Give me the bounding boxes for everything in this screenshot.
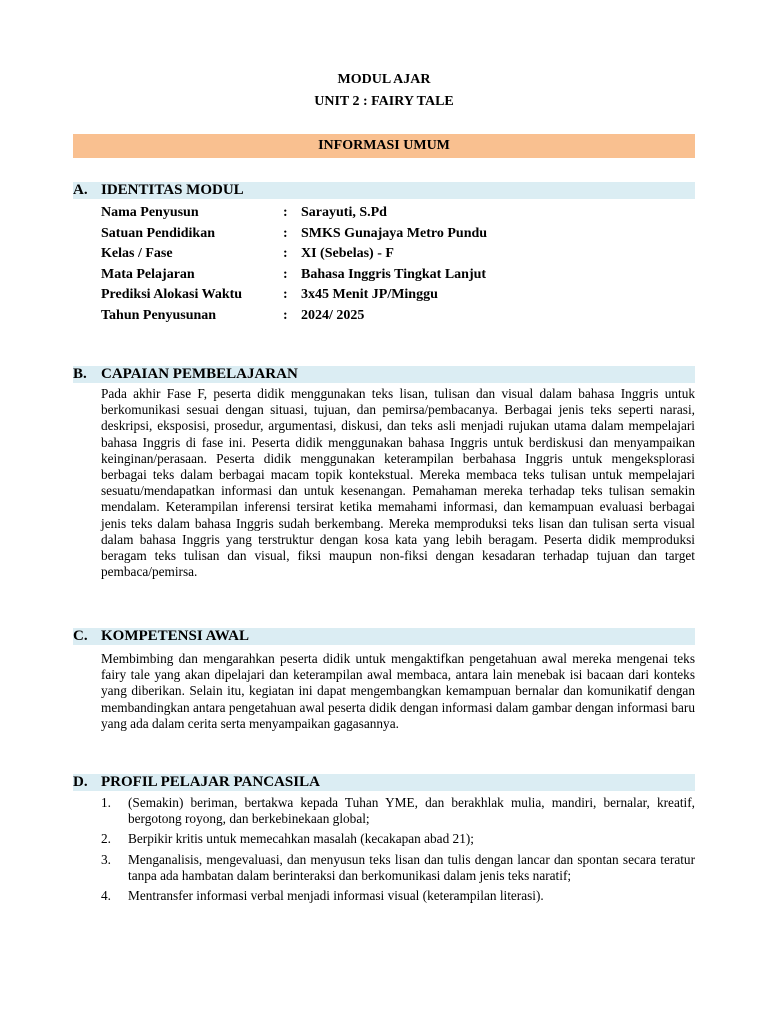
- list-item: [101, 852, 695, 884]
- kompetensi-paragraph: Membimbing dan mengarahkan peserta didik untuk mengaktifkan pengetahuan awal mereka mengenai teks fairy tale yang akan dipelajari dan keterampilan awal membaca, antara lain menebak isi bacaan dari konteks yang diberikan. Selain itu, kegiatan ini dapat mengembangkan kemampuan bernalar dan komunikatif dengan membandingkan antara pengetahuan awal peserta didik dengan informasi dalam gambar dengan informasi baru yang ada dalam cerita serta menyampaikan gagasannya.: [101, 651, 695, 731]
- identity-colon: :: [283, 246, 288, 262]
- identity-label: Prediksi Alokasi Waktu: [101, 287, 243, 303]
- list-text: Mentransfer informasi verbal menjadi informasi visual (keterampilan literasi).: [128, 888, 544, 904]
- list-number: 4.: [101, 888, 111, 904]
- identity-colon: :: [283, 287, 288, 303]
- list-text: Menganalisis, mengevaluasi, dan menyusun teks lisan dan tulis dengan lancar dan spontan secara teratur tanpa ada hambatan dalam berinteraksi dan berkomunikasi dalam jenis teks naratif;: [128, 851, 695, 883]
- profil-list: [101, 795, 695, 908]
- section-title: KOMPETENSI AWAL: [101, 628, 249, 644]
- section-letter: A.: [73, 182, 88, 198]
- section-d-header: [73, 774, 695, 791]
- identity-colon: :: [283, 205, 288, 220]
- identity-label: Mata Pelajaran: [101, 266, 195, 282]
- section-title: PROFIL PELAJAR PANCASILA: [101, 774, 320, 790]
- list-text: (Semakin) beriman, bertakwa kepada Tuhan YME, dan berakhlak mulia, mandiri, bernalar, kreatif, bergotong royong, dan berkebinekaan global;: [128, 795, 695, 827]
- section-title: CAPAIAN PEMBELAJARAN: [101, 366, 298, 382]
- list-item: [101, 888, 695, 904]
- section-letter: C.: [73, 628, 88, 644]
- identity-colon: :: [283, 225, 288, 241]
- document-title: MODUL AJAR: [337, 72, 431, 87]
- identity-label: Nama Penyusun: [101, 205, 199, 220]
- capaian-paragraph: Pada akhir Fase F, peserta didik menggunakan teks lisan, tulisan dan visual dalam bahasa Inggris untuk berkomunikasi sesuai dengan situasi, tujuan, dan pemirsa/pembacanya. Berbagai jenis teks seperti narasi, deskripsi, eksposisi, prosedur, argumentasi, diskusi, dan teks asli menjadi rujukan utama dalam mempelajari bahasa Inggris di fase ini. Peserta didik menggunakan bahasa Inggris untuk berdiskusi dan menyampaikan keinginan/perasaan. Peserta didik menggunakan keterampilan berbahasa Inggris untuk mengeksplorasi berbagai teks dalam berbagai macam topik kontekstual. Mereka membaca teks tulisan untuk mempelajari sesuatu/mendapatkan informasi dan untuk kesenangan. Pemahaman mereka terhadap teks tulisan semakin mendalam. Keterampilan inferensi tersirat ketika memahami informasi, dan kemampuan evaluasi berbagai jenis teks dalam bahasa Inggris sudah berkembang. Mereka memproduksi teks lisan dan tulisan serta visual dalam bahasa Inggris yang terstruktur dengan kosa kata yang lebih beragam. Peserta didik memproduksi beragam teks tulisan dan visual, fiksi maupun non-fiksi dengan kesadaran terhadap tujuan dan target pembaca/pemirsa.: [101, 386, 695, 580]
- identity-value: 3x45 Menit JP/Minggu: [301, 287, 438, 303]
- identity-label: Kelas / Fase: [101, 246, 173, 262]
- section-letter: D.: [73, 774, 88, 790]
- list-number: 2.: [101, 831, 111, 847]
- document-subtitle: UNIT 2 : FAIRY TALE: [314, 94, 454, 109]
- identity-colon: :: [283, 307, 288, 323]
- list-number: 3.: [101, 851, 111, 867]
- section-title: IDENTITAS MODUL: [101, 182, 244, 198]
- list-item: [101, 795, 695, 827]
- identity-value: SMKS Gunajaya Metro Pundu: [301, 225, 488, 241]
- identity-value: XI (Sebelas) - F: [301, 246, 394, 262]
- identity-label: Tahun Penyusunan: [101, 307, 217, 323]
- section-b-header: [73, 366, 695, 383]
- list-text: Berpikir kritis untuk memecahkan masalah (kecakapan abad 21);: [128, 831, 474, 847]
- list-item: [101, 831, 695, 847]
- section-c-header: [73, 628, 695, 645]
- section-letter: B.: [73, 366, 87, 382]
- identity-colon: :: [283, 266, 288, 282]
- identity-value: 2024/ 2025: [301, 307, 365, 323]
- list-number: 1.: [101, 795, 111, 810]
- identity-label: Satuan Pendidikan: [101, 225, 215, 241]
- info-banner: INFORMASI UMUM: [73, 134, 695, 158]
- identity-value: Sarayuti, S.Pd: [301, 205, 387, 220]
- identity-value: Bahasa Inggris Tingkat Lanjut: [301, 266, 487, 282]
- section-a-header: [73, 182, 695, 199]
